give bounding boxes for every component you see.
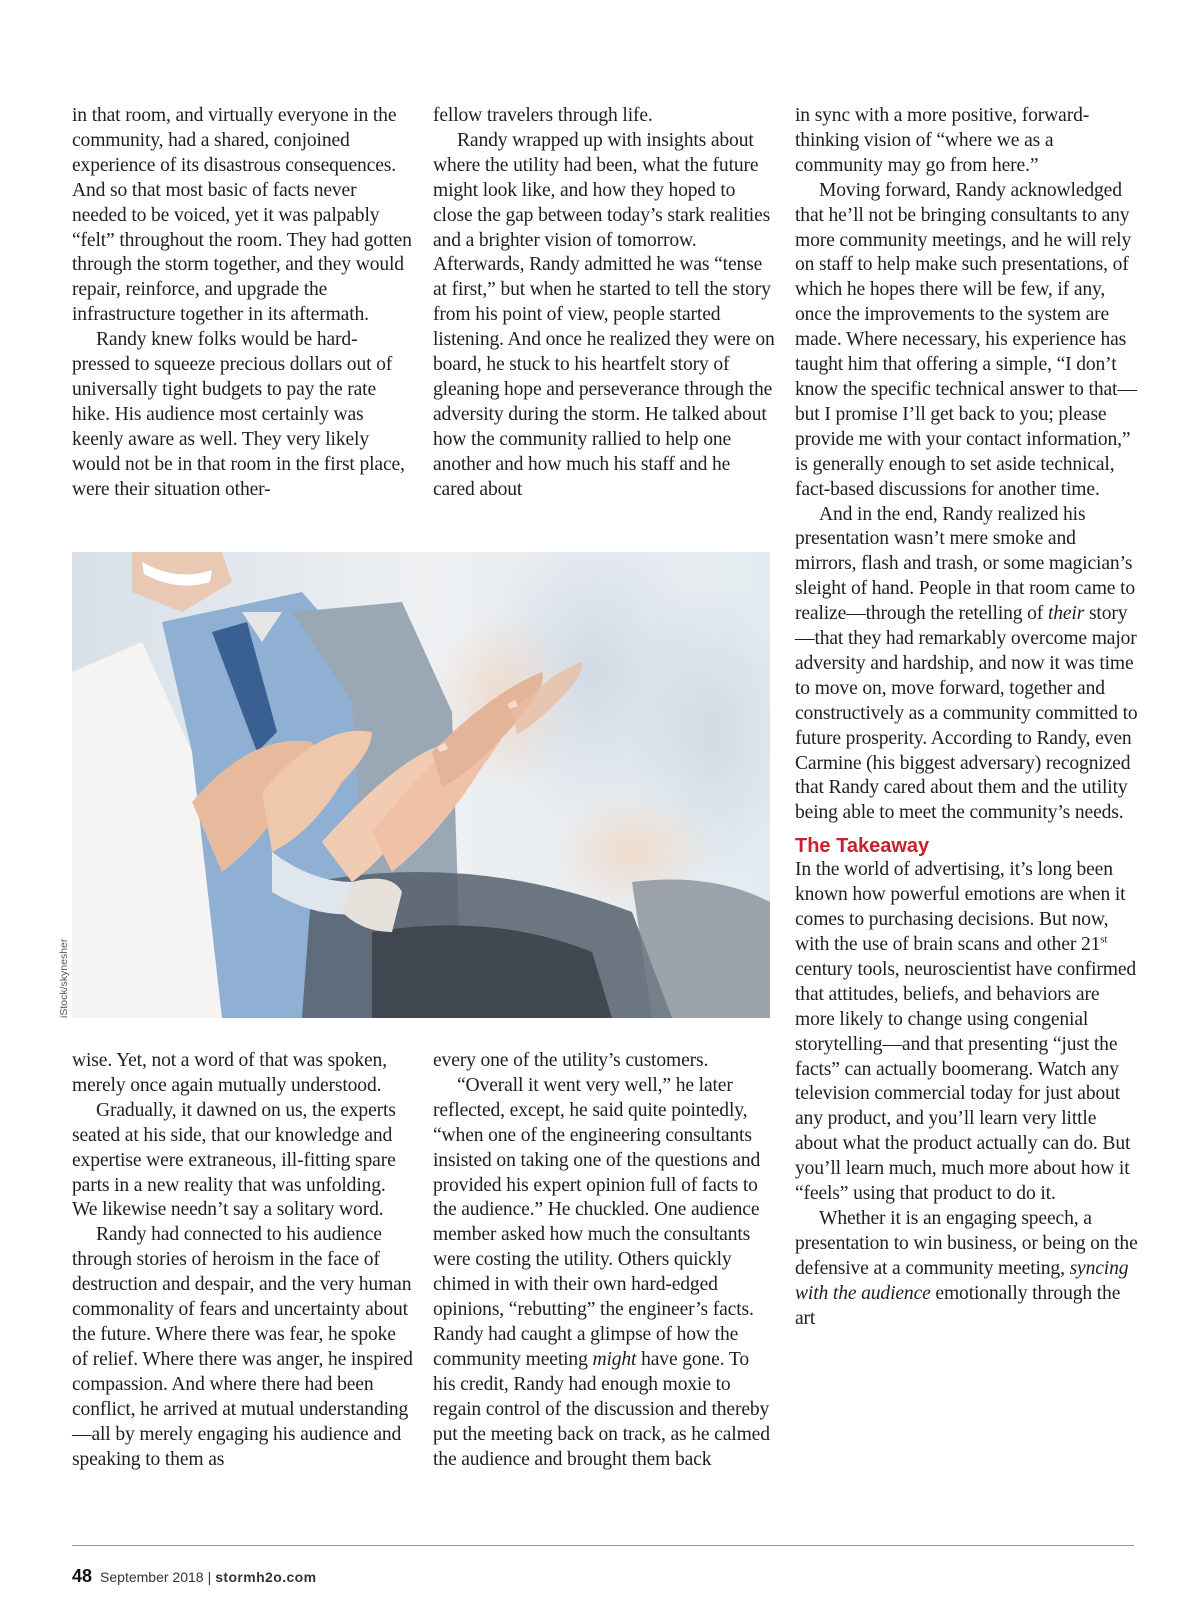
- paragraph: [795, 1207, 1140, 1332]
- text-run: have gone. To his credit, Randy had enough moxie to regain control of the discussion and thereby put the meeting back on track, as he calmed the audience and brought them back: [433, 1348, 770, 1470]
- paragraph: every one of the utility’s customers.: [433, 1050, 709, 1071]
- column-1-bottom: [72, 1049, 414, 1472]
- applause-illustration: [72, 552, 770, 1018]
- paragraph: wise. Yet, not a word of that was spoken, merely once again mutually understood.: [72, 1050, 387, 1096]
- emphasis: their: [1047, 603, 1085, 625]
- text-run: emotionally through the art: [795, 1282, 1121, 1329]
- column-2-top: [433, 104, 775, 503]
- footer-separator: |: [207, 1569, 212, 1585]
- paragraph: fellow travelers through life.: [433, 105, 653, 126]
- paragraph: Randy knew folks would be hard-pressed to squeeze precious dollars out of universally tight budgets to pay the rate hike. His audience most certainly was keenly aware as well. They very likely would not be in that room in the first place, were their situation other-: [72, 329, 405, 500]
- paragraph: [795, 503, 1140, 827]
- emphasis: syncing with the audience: [795, 1257, 1129, 1304]
- paragraph: [433, 1074, 775, 1473]
- paragraph: in sync with a more positive, forward-thinking vision of “where we as a community may go from here.”: [795, 105, 1090, 176]
- text-run: story—that they had remarkably overcome major adversity and hardship, and now it was time to move on, move forward, together and constructively as a community committed to future prosperity. According to Randy, even Carmine (his biggest adversary) recognized that Randy cared about them and the utility being able to meet the community’s needs.: [795, 603, 1138, 824]
- page-footer: [72, 1566, 316, 1587]
- paragraph: Moving forward, Randy acknowledged that he’ll not be bringing consultants to any more community meetings, and he will rely on staff to help make such presentations, of which he hopes there will be few, if any, once the improvements to the system are made. Where necessary, his experience has taught him that offering a simple, “I don’t know the specific technical answer to that—but I promise I’ll get back to you; please provide me with your contact information,” is generally enough to set aside technical, fact-based discussions for another time.: [795, 179, 1137, 500]
- text-run: century tools, neuroscientist have confirmed that attitudes, beliefs, and behaviors are more likely to change using congenial storytelling—and that presenting “just the facts” can actually boomerang. Watch any television commercial today for just about any product, and you’ll learn very little about what the product actually can do. But you’ll learn much, much more about how it “feels” using that product to do it.: [795, 958, 1137, 1205]
- column-2-bottom: [433, 1049, 775, 1472]
- column-3: [795, 104, 1140, 1332]
- footer-rule: [72, 1545, 1134, 1546]
- text-run: And in the end, Randy realized his presentation wasn’t mere smoke and mirrors, flash and trash, or some magician’s sleight of hand. People in that room came to realize—through the retelling of: [795, 503, 1136, 625]
- website-link[interactable]: stormh2o.com: [215, 1569, 317, 1585]
- text-run: In the world of advertising, it’s long been known how powerful emotions are when it comes to purchasing decisions. But now, with the use of brain scans and other 21: [795, 859, 1126, 955]
- paragraph: [795, 858, 1140, 1207]
- text-run: “Overall it went very well,” he later reflected, except, he said quite pointedly, “when one of the engineering consultants insisted on taking one of the questions and provided his expert opinion full of facts to the audience.” He chuckled. One audience member asked how much the consultants were costing the utility. Others quickly chimed in with their own hard-edged opinions, “rebutting” the engineer’s facts. Randy had caught a glimpse of how the community meeting: [433, 1074, 761, 1370]
- paragraph: Gradually, it dawned on us, the experts seated at his side, that our knowledge and expertise were extraneous, ill-fitting spare parts in a new reality that was unfolding. We likewise needn’t say a solitary word.: [72, 1099, 396, 1221]
- page-number: 48: [72, 1566, 93, 1586]
- paragraph: Randy wrapped up with insights about where the utility had been, what the future might look like, and how they hoped to close the gap between today’s stark realities and a brighter vision of tomorrow. Afterwards, Randy admitted he was “tense at first,” but when he started to tell the story from his point of view, people started listening. And once he realized they were on board, he stuck to his heartfelt story of gleaning hope and perseverance through the adversity during the storm. He talked about how the community rallied to help one another and how much his staff and he cared about: [433, 129, 775, 500]
- photo-credit: iStock/skynesher: [58, 938, 70, 1018]
- text-run: Whether it is an engaging speech, a presentation to win business, or being on the defensive at a community meeting,: [795, 1207, 1138, 1279]
- paragraph: in that room, and virtually everyone in the community, had a shared, conjoined experience of its disastrous consequences. And so that most basic of facts never needed to be voiced, yet it was palpably “felt” throughout the room. They had gotten through the storm together, and they would repair, reinforce, and upgrade the infrastructure together in its aftermath.: [72, 105, 412, 326]
- section-heading: The Takeaway: [795, 835, 930, 858]
- issue-date: September 2018: [100, 1569, 204, 1585]
- paragraph: Randy had connected to his audience through stories of heroism in the face of destruction and despair, and the very human commonality of fears and uncertainty about the future. Where there was fear, he spoke of relief. Where there was anger, he inspired compassion. And where there had been conflict, he arrived at mutual understanding—all by merely engaging his audience and speaking to them as: [72, 1224, 413, 1470]
- superscript: st: [1100, 933, 1108, 946]
- applauding-audience-photo: [72, 552, 770, 1018]
- column-1-top: [72, 104, 414, 503]
- emphasis: might: [592, 1348, 637, 1370]
